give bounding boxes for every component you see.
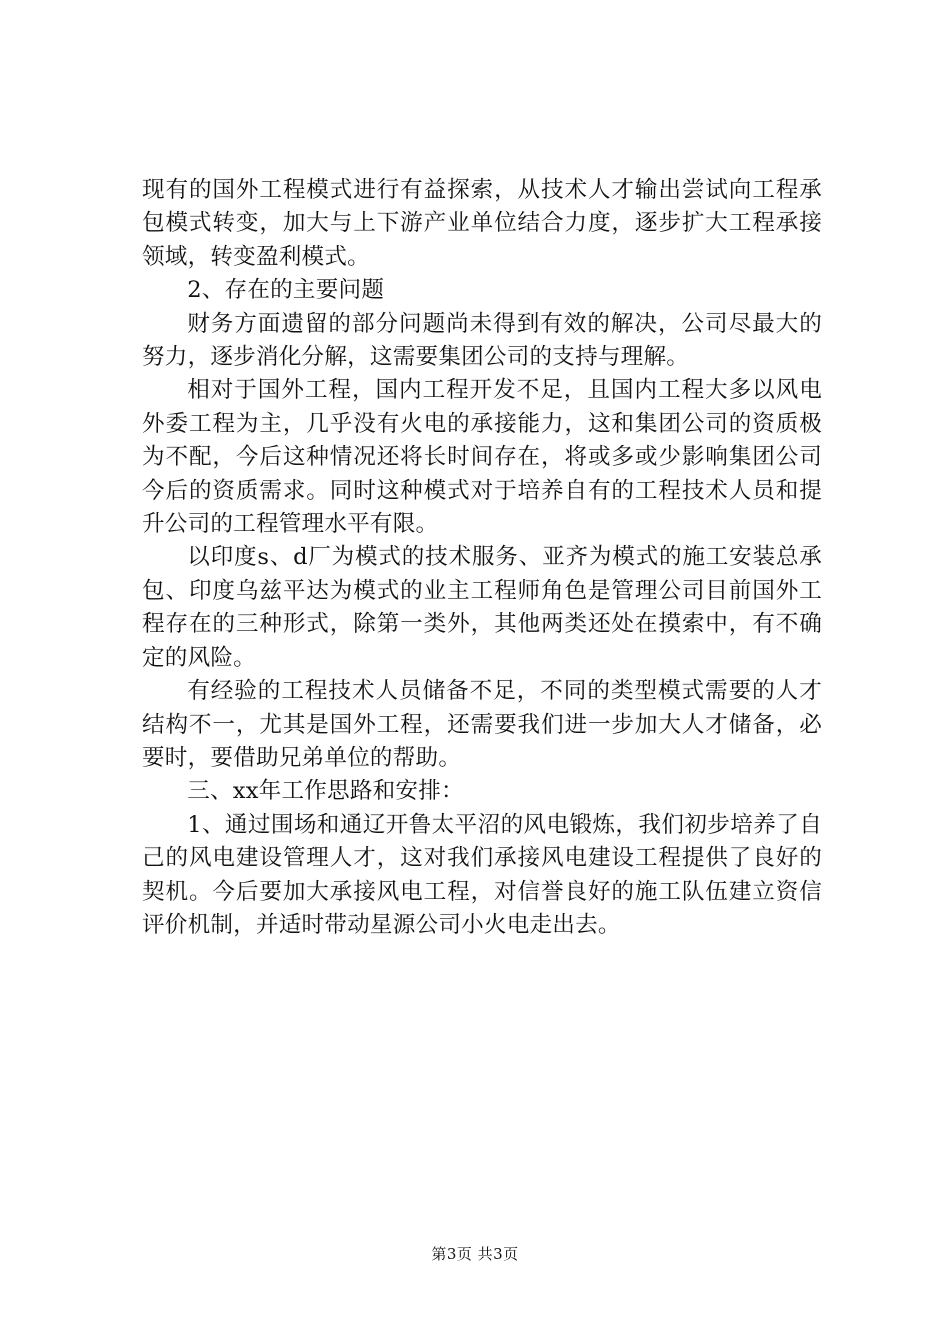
paragraph-staff-reserve: 有经验的工程技术人员储备不足，不同的类型模式需要的人才结构不一，尤其是国外工程，还需要我们进一步加大人才储备，必要时，要借助兄弟单位的帮助。 (142, 678, 822, 771)
paragraph-domestic-projects: 相对于国外工程，国内工程开发不足，且国内工程大多以风电外委工程为主，几乎没有火电的承接能力，这和集团公司的资质极为不配，今后这种情况还将长时间存在，将或多或少影响集团公司今后的资质需求。同时这种模式对于培养自有的工程技术人员和提升公司的工程管理水平有限。 (142, 377, 822, 538)
section-heading-work-plan: 三、xx年工作思路和安排： (187, 778, 464, 805)
paragraph-finance-issues: 财务方面遗留的部分问题尚未得到有效的解决，公司尽最大的努力，逐步消化分解，这需要集团公司的支持与理解。 (142, 310, 822, 371)
paragraph-continuation: 现有的国外工程模式进行有益探索，从技术人才输出尝试向工程承包模式转变，加大与上下游产业单位结合力度，逐步扩大工程承接领域，转变盈利模式。 (142, 177, 822, 270)
document-body (142, 174, 822, 942)
paragraph-foreign-modes: 以印度s、d厂为模式的技术服务、亚齐为模式的施工安装总承包、印度乌兹平达为模式的业主工程师角色是管理公司目前国外工程存在的三种形式，除第一类外，其他两类还处在摸索中，有不确定的风险。 (142, 544, 822, 671)
page-footer (0, 1244, 950, 1264)
page-number: 第3页 共3页 (431, 1245, 519, 1263)
section-heading-main-problems: 2、存在的主要问题 (187, 277, 385, 304)
paragraph-wind-power-plan: 1、通过围场和通辽开鲁太平沼的风电锻炼，我们初步培养了自己的风电建设管理人才，这对我们承接风电建设工程提供了良好的契机。今后要加大承接风电工程，对信誉良好的施工队伍建立资信评价机制，并适时带动星源公司小火电走出去。 (142, 811, 822, 938)
